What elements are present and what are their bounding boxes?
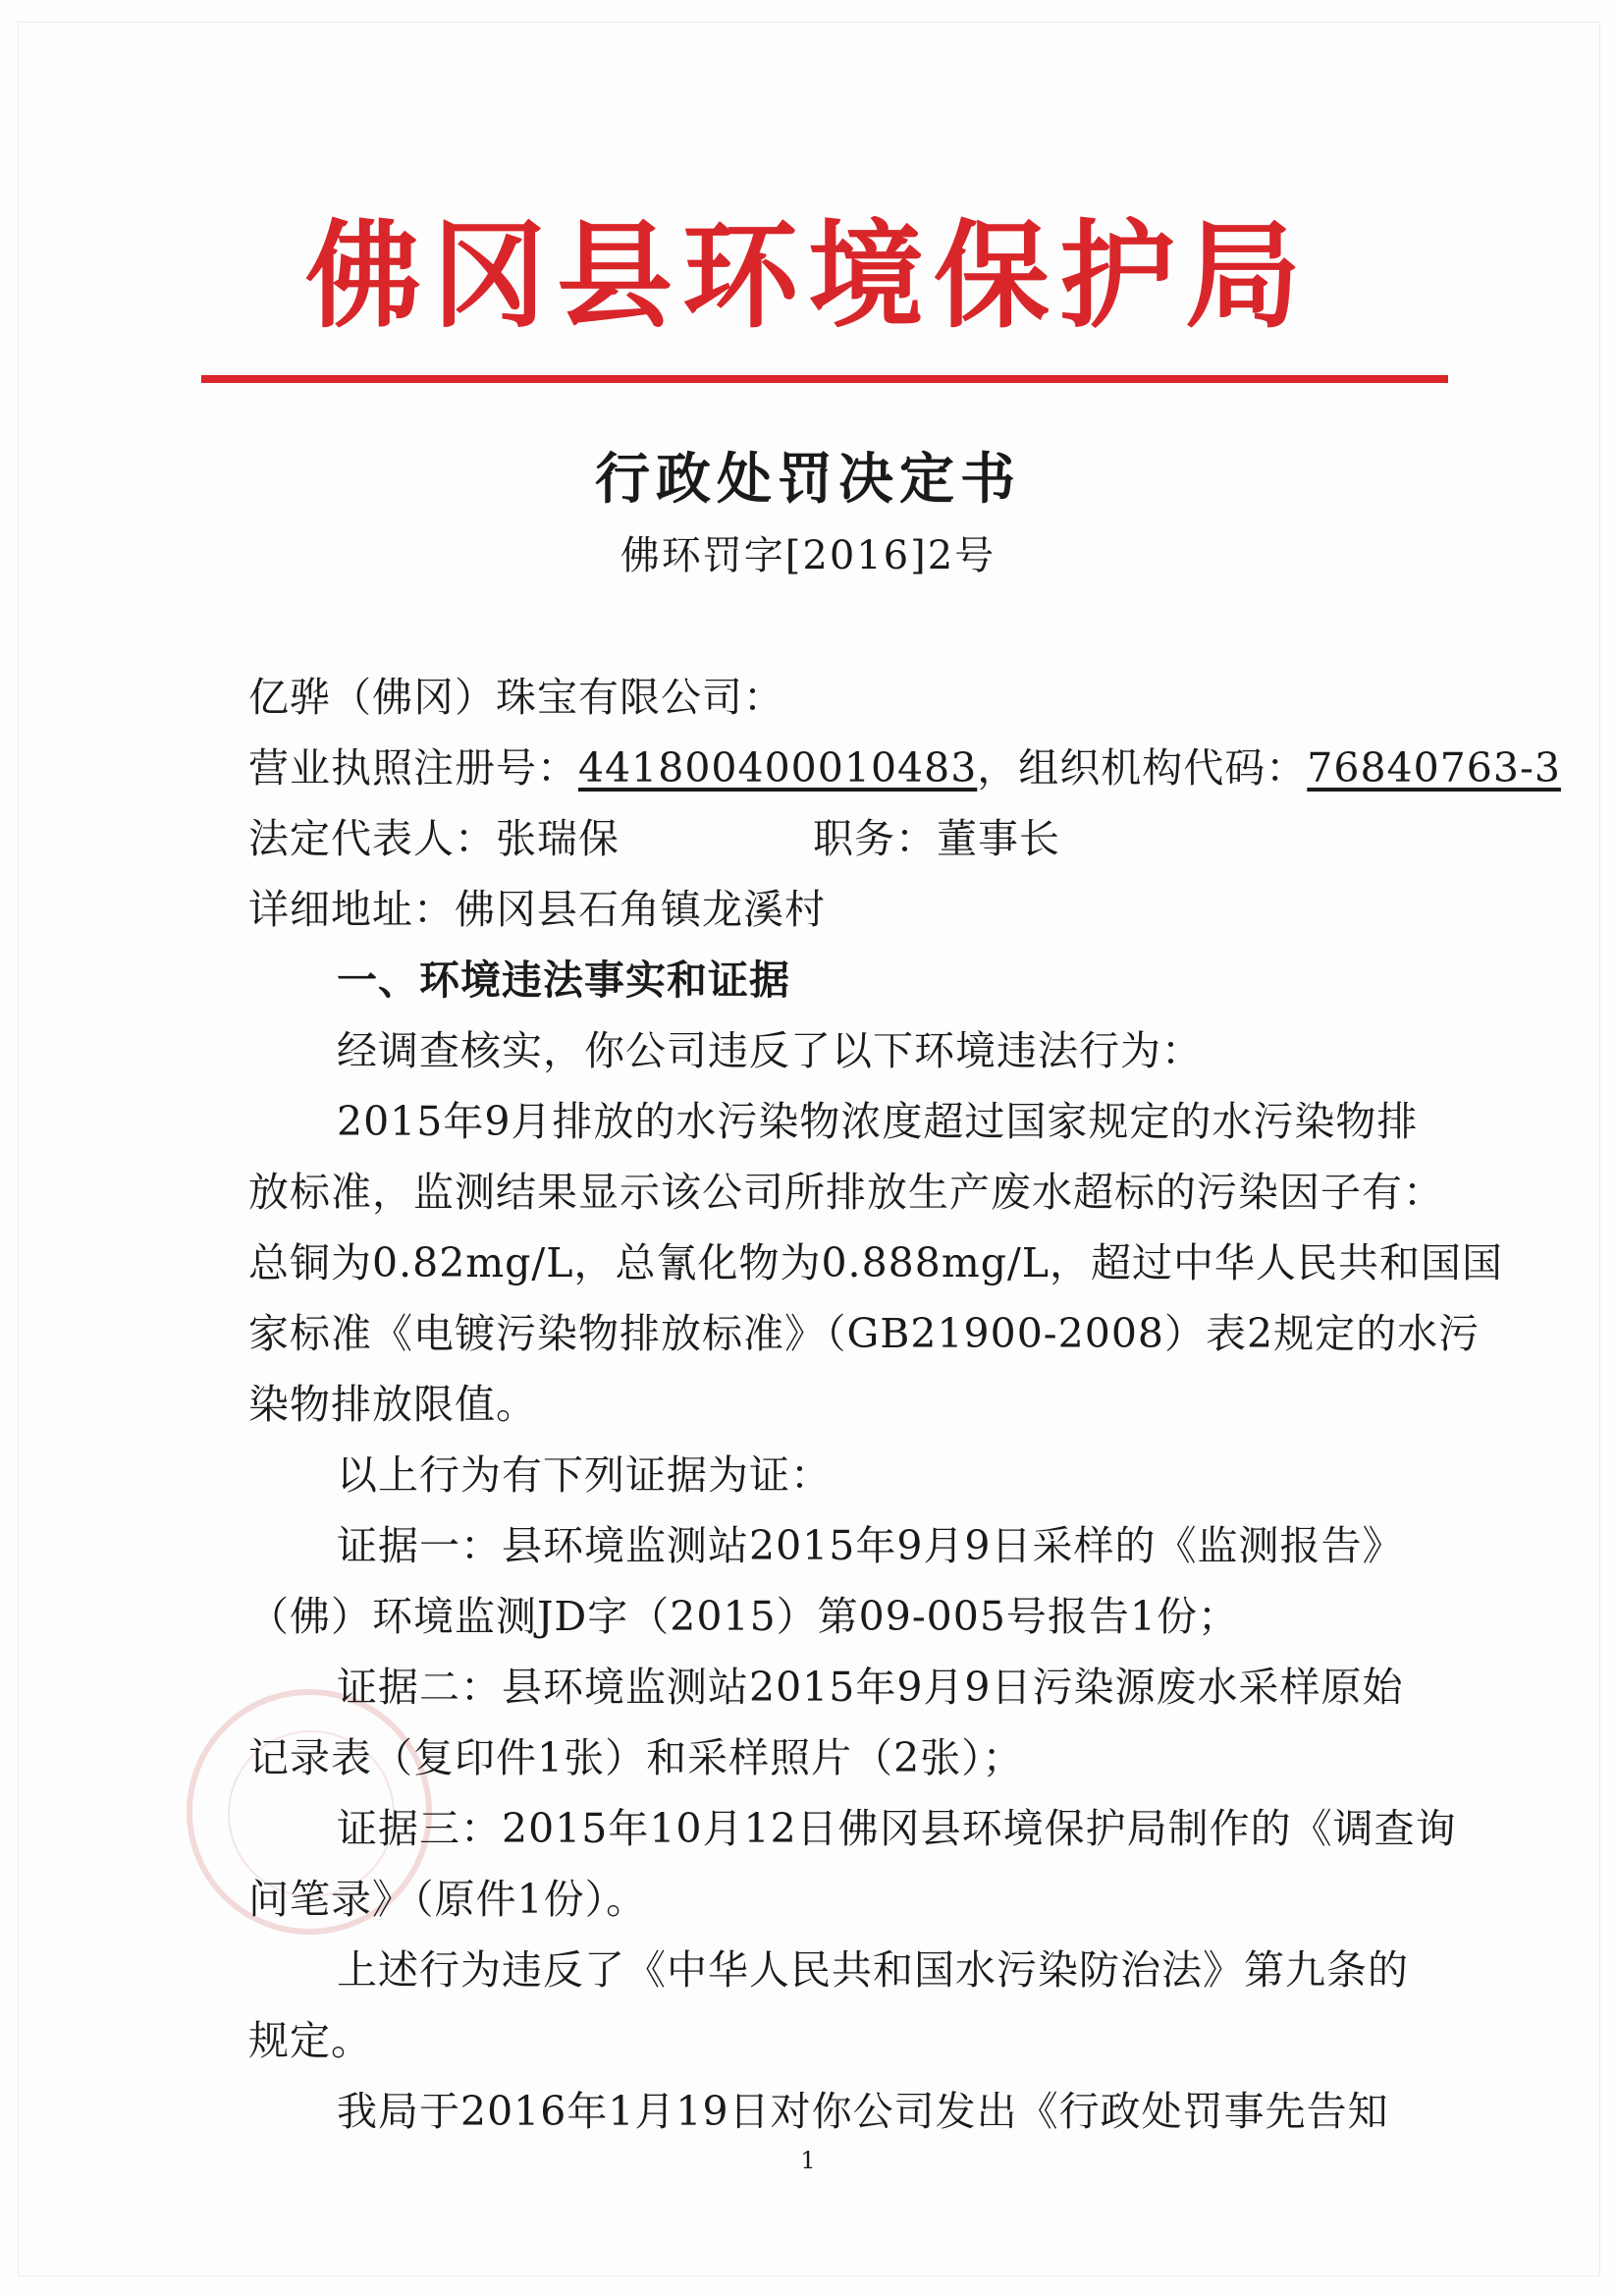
scan-border	[18, 22, 1600, 2276]
address-label: 详细地址：	[248, 886, 455, 933]
document-number: 佛环罚字[2016]2号	[619, 533, 997, 578]
address-line	[248, 886, 826, 933]
legal-rep-line	[248, 815, 619, 862]
document-title: 行政处罚决定书	[595, 447, 1021, 512]
agency-header: 佛冈县环境保护局	[304, 208, 1311, 344]
body-paragraph-line: 总铜为0.82mg/L，总氰化物为0.888mg/L，超过中华人民共和国国	[248, 1239, 1503, 1286]
body-paragraph-line: 上述行为违反了《中华人民共和国水污染防治法》第九条的	[337, 1946, 1409, 1994]
license-line	[248, 744, 1561, 792]
body-paragraph-line: 以上行为有下列证据为证：	[337, 1451, 832, 1499]
evidence-line: 证据一：县环境监测站2015年9月9日采样的《监测报告》	[337, 1522, 1404, 1569]
position-label: 职务：	[813, 815, 937, 862]
body-paragraph-line: 家标准《电镀污染物排放标准》（GB21900-2008）表2规定的水污	[248, 1310, 1481, 1357]
body-paragraph-line: 规定。	[248, 2017, 372, 2064]
rep-name: 张瑞保	[496, 815, 619, 862]
body-paragraph-line: 染物排放限值。	[248, 1381, 537, 1428]
header-red-rule	[201, 375, 1448, 383]
evidence-line: 问笔录》（原件1份）。	[248, 1876, 648, 1923]
evidence-line: 记录表（复印件1张）和采样照片（2张）；	[248, 1734, 1024, 1781]
body-paragraph-line: 放标准，监测结果显示该公司所排放生产废水超标的污染因子有：	[248, 1169, 1444, 1216]
evidence-line: 证据二：县环境监测站2015年9月9日污染源废水采样原始	[337, 1664, 1404, 1711]
party-name: 亿骅（佛冈）珠宝有限公司：	[248, 674, 784, 721]
body-paragraph-line: 2015年9月排放的水污染物浓度超过国家规定的水污染物排	[337, 1098, 1419, 1145]
license-number: 441800400010483	[578, 744, 978, 792]
position-line	[813, 815, 1060, 862]
license-label: 营业执照注册号：	[248, 744, 578, 792]
body-paragraph-line: 经调查核实，你公司违反了以下环境违法行为：	[337, 1027, 1203, 1074]
rep-label: 法定代表人：	[248, 815, 496, 862]
org-code-number: 76840763-3	[1307, 744, 1561, 792]
position-value: 董事长	[937, 815, 1060, 862]
page-number: 1	[800, 2147, 816, 2174]
section-heading: 一、环境违法事实和证据	[337, 957, 790, 1004]
body-paragraph-line: 我局于2016年1月19日对你公司发出《行政处罚事先告知	[337, 2088, 1389, 2135]
evidence-line: 证据三：2015年10月12日佛冈县环境保护局制作的《调查询	[337, 1805, 1457, 1852]
address-value: 佛冈县石角镇龙溪村	[455, 886, 826, 933]
evidence-line: （佛）环境监测JD字（2015）第09-005号报告1份；	[248, 1593, 1240, 1640]
org-code-label: ，组织机构代码：	[977, 744, 1308, 792]
